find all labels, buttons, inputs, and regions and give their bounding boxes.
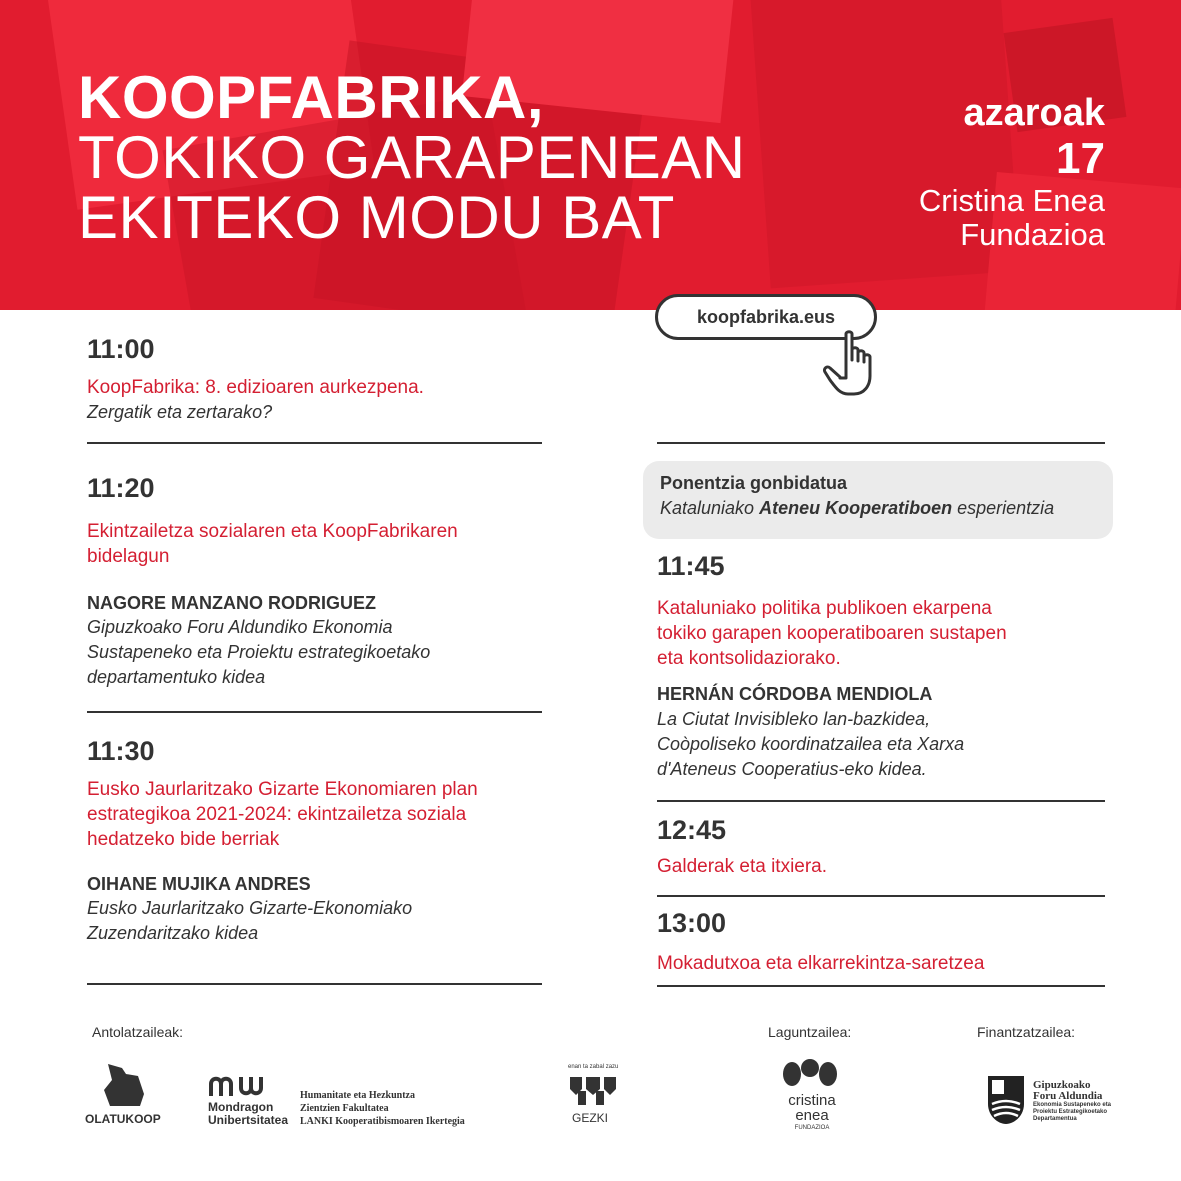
mondragon-logo-icon xyxy=(208,1074,264,1098)
time-slot: 11:30 xyxy=(87,736,155,766)
collaborator-label: Laguntzailea: xyxy=(768,1024,852,1040)
session-title: hedatzeko bide berriak xyxy=(87,829,280,850)
gipuzkoa-line: Foru Aldundia xyxy=(1033,1090,1103,1102)
organizers-label: Antolatzaileak: xyxy=(92,1024,184,1040)
guest-text-a: Kataluniako xyxy=(660,498,760,518)
speaker-role: Zuzendaritzako kidea xyxy=(87,923,259,943)
website-link[interactable]: koopfabrika.eus xyxy=(655,294,877,340)
gipuzkoa-line: Gipuzkoako xyxy=(1033,1079,1091,1091)
gipuzkoa-logo-text xyxy=(1033,1080,1111,1123)
guest-text-b: Ateneu Kooperatiboen xyxy=(759,498,953,518)
session-title: tokiko garapen kooperatiboaren sustapen xyxy=(657,623,1007,644)
divider xyxy=(87,711,542,713)
title-line: EKITEKO MODU BAT xyxy=(78,184,675,251)
session-title: Eusko Jaurlaritzako Gizarte Ekonomiaren plan xyxy=(87,779,478,800)
session-title: KoopFabrika: 8. edizioaren aurkezpena. xyxy=(87,377,424,398)
gezki-logo-text: GEZKI xyxy=(572,1111,609,1125)
cristina-line: cristina xyxy=(788,1092,836,1109)
session-subtitle: Zergatik eta zertarako? xyxy=(87,402,273,422)
mondragon-line: Unibertsitatea xyxy=(208,1113,289,1127)
mondragon-logo-text xyxy=(208,1101,288,1127)
divider xyxy=(657,800,1105,802)
faculty-line: LANKI Kooperatibismoaren Ikertegia xyxy=(300,1116,465,1127)
divider xyxy=(657,895,1105,897)
time-slot: 13:00 xyxy=(657,908,727,938)
gezki-motto: enan ta zabal zazu xyxy=(568,1064,619,1070)
divider xyxy=(87,442,542,444)
speaker-role: Coòpoliseko koordinatzailea eta Xarxa xyxy=(657,734,965,754)
funder-label: Finantzatzailea: xyxy=(977,1024,1076,1040)
cristina-enea-logo-icon xyxy=(780,1058,840,1088)
time-slot: 11:20 xyxy=(87,473,155,503)
speaker-role: d'Ateneus Cooperatius-eko kidea. xyxy=(657,759,927,779)
session-title: Kataluniako politika publikoen ekarpena xyxy=(657,598,992,619)
cristina-line: enea xyxy=(795,1107,829,1124)
pointer-hand-icon xyxy=(822,330,882,398)
olatukoop-logo-icon xyxy=(100,1060,148,1108)
event-date xyxy=(919,92,1105,252)
speaker-name: HERNÁN CÓRDOBA MENDIOLA xyxy=(657,684,933,704)
speaker-name: NAGORE MANZANO RODRIGUEZ xyxy=(87,593,376,613)
time-slot: 12:45 xyxy=(657,815,727,845)
gipuzkoa-line: Departamentua xyxy=(1033,1116,1077,1122)
guest-text xyxy=(660,498,1113,519)
divider xyxy=(87,983,542,985)
event-title xyxy=(78,64,746,251)
date-day: 17 xyxy=(1056,134,1105,183)
divider xyxy=(657,985,1105,987)
session-title: eta kontsolidaziorako. xyxy=(657,648,841,669)
title-line: KOOPFABRIKA, xyxy=(78,64,545,131)
speaker-role: Eusko Jaurlaritzako Gizarte-Ekonomiako xyxy=(87,898,413,918)
time-slot: 11:00 xyxy=(87,334,155,364)
cristina-enea-logo-text xyxy=(780,1093,844,1133)
guest-label: Ponentzia gonbidatua xyxy=(660,473,847,493)
venue-line: Cristina Enea xyxy=(918,183,1105,218)
gipuzkoa-line: Ekonomia Sustapeneko eta xyxy=(1033,1102,1112,1108)
venue-line: Fundazioa xyxy=(960,217,1105,252)
speaker-name: OIHANE MUJIKA ANDRES xyxy=(87,874,311,894)
divider xyxy=(657,442,1105,444)
gipuzkoa-line: Proiektu Estrategikoetako xyxy=(1033,1109,1108,1115)
faculty-logo-text xyxy=(300,1089,465,1128)
session-title: Ekintzailetza sozialaren eta KoopFabrikaren xyxy=(87,521,458,542)
speaker-role: departamentuko kidea xyxy=(87,667,266,687)
time-slot: 11:45 xyxy=(657,551,725,581)
gipuzkoa-shield-icon xyxy=(986,1074,1026,1126)
faculty-line: Zientzien Fakultatea xyxy=(300,1103,389,1114)
session-title: Galderak eta itxiera. xyxy=(657,856,828,877)
session-title: bidelagun xyxy=(87,546,170,567)
session-title: estrategikoa 2021-2024: ekintzailetza soziala xyxy=(87,804,467,825)
session-title: Mokadutxoa eta elkarrekintza-saretzea xyxy=(657,953,985,974)
mondragon-line: Mondragon xyxy=(208,1100,274,1114)
date-month: azaroak xyxy=(963,92,1105,134)
title-line: TOKIKO GARAPENEAN xyxy=(78,124,746,191)
speaker-role: Sustapeneko eta Proiektu estrategikoetako xyxy=(87,642,431,662)
speaker-role: La Ciutat Invisibleko lan-bazkidea, xyxy=(657,709,931,729)
gezki-logo-icon xyxy=(568,1073,618,1109)
header-banner xyxy=(0,0,1181,310)
faculty-line: Humanitate eta Hezkuntza xyxy=(300,1090,415,1101)
olatukoop-logo-text: OLATUKOOP xyxy=(85,1112,161,1126)
guest-talk-box xyxy=(643,461,1113,539)
guest-text-c: esperientzia xyxy=(952,498,1055,518)
cristina-line: FUNDAZIOA xyxy=(794,1125,830,1131)
speaker-role: Gipuzkoako Foru Aldundiko Ekonomia xyxy=(87,617,393,637)
